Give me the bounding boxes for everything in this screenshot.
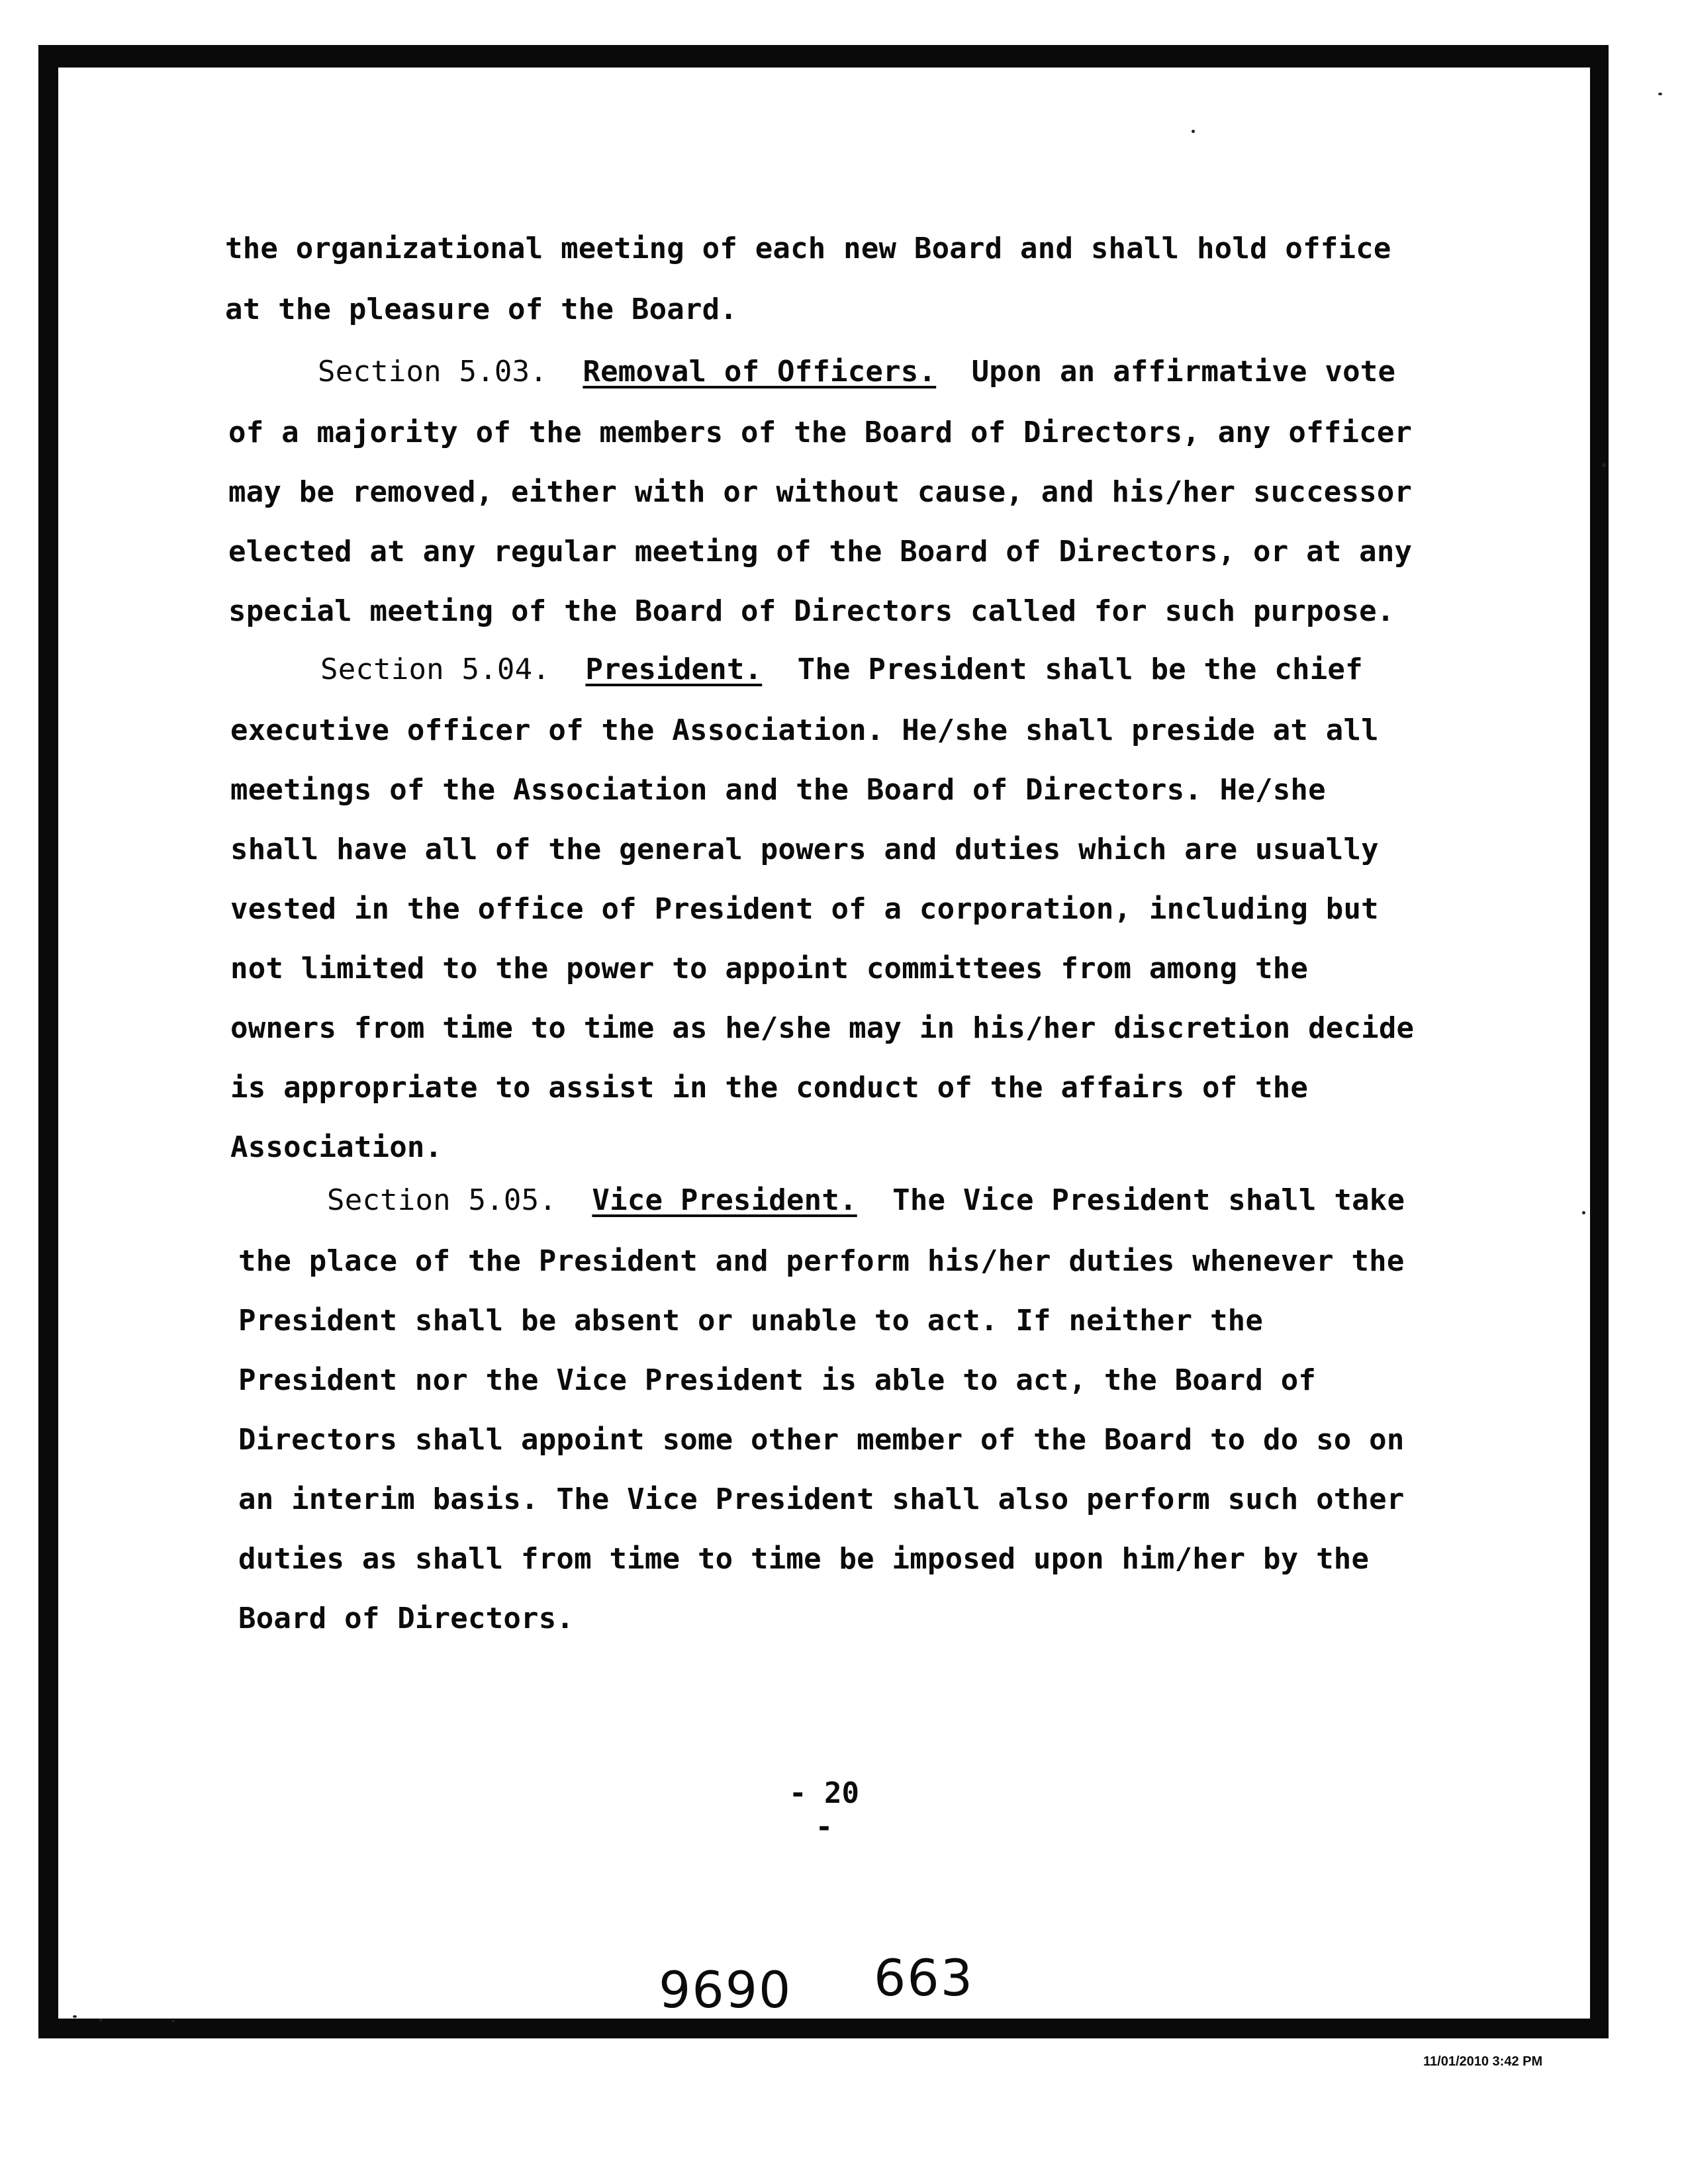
- section-heading: President.: [585, 653, 763, 686]
- text-line: shall have all of the general powers and duties which are usually: [230, 833, 1379, 866]
- page-number: - 20 -: [789, 1776, 859, 1844]
- section-number: Section 5.05.: [327, 1183, 557, 1217]
- text-line: executive officer of the Association. He/she shall preside at all: [230, 713, 1379, 747]
- scan-speck: [1192, 130, 1195, 133]
- text-line: an interim basis. The Vice President shall also perform such other: [238, 1482, 1405, 1516]
- section-heading: Removal of Officers.: [583, 355, 937, 388]
- section-heading: Vice President.: [592, 1183, 857, 1217]
- text-line: is appropriate to assist in the conduct of the affairs of the: [230, 1071, 1309, 1105]
- text-line: Association.: [230, 1130, 443, 1164]
- text-line: may be removed, either with or without cause, and his/her successor: [228, 475, 1413, 509]
- scan-speck: [1658, 93, 1662, 95]
- text-line: duties as shall from time to time be imposed upon him/her by the: [238, 1542, 1370, 1576]
- text-line: at the pleasure of the Board.: [225, 293, 738, 326]
- text-line: the organizational meeting of each new Board and shall hold office: [225, 232, 1391, 265]
- scan-speck: [1582, 1211, 1585, 1214]
- section-5-03-paragraph-start: [318, 353, 1395, 390]
- scan-speck: [1602, 463, 1606, 467]
- text-line: The President shall be the chief: [797, 653, 1363, 686]
- section-5-04-paragraph-start: [320, 651, 1363, 688]
- text-line: The Vice President shall take: [892, 1183, 1405, 1217]
- text-line: the place of the President and perform his/her duties whenever the: [238, 1244, 1405, 1278]
- text-line: Upon an affirmative vote: [971, 355, 1396, 388]
- scan-speck: [73, 2015, 77, 2018]
- text-line: Directors shall appoint some other member of the Board to do so on: [238, 1423, 1405, 1457]
- scan-speck: [172, 2020, 175, 2023]
- text-line: of a majority of the members of the Board of Directors, any officer: [228, 416, 1413, 449]
- section-number: Section 5.03.: [318, 355, 547, 388]
- section-number: Section 5.04.: [320, 653, 550, 686]
- book-number: 9690: [659, 1960, 792, 2019]
- text-line: meetings of the Association and the Board of Directors. He/she: [230, 773, 1326, 807]
- text-line: vested in the office of President of a corporation, including but: [230, 892, 1379, 926]
- text-line: Board of Directors.: [238, 1602, 575, 1635]
- section-5-05-paragraph-start: [327, 1182, 1405, 1219]
- scan-speck: [99, 2019, 102, 2021]
- print-timestamp: 11/01/2010 3:42 PM: [1423, 2054, 1543, 2069]
- text-line: President shall be absent or unable to act. If neither the: [238, 1304, 1264, 1338]
- text-line: special meeting of the Board of Directors called for such purpose.: [228, 594, 1395, 628]
- text-line: not limited to the power to appoint committees from among the: [230, 952, 1309, 985]
- text-line: President nor the Vice President is able to act, the Board of: [238, 1363, 1317, 1397]
- page-reference-number: 663: [874, 1948, 974, 2007]
- text-line: owners from time to time as he/she may in his/her discretion decide: [230, 1011, 1415, 1045]
- text-line: elected at any regular meeting of the Board of Directors, or at any: [228, 535, 1413, 569]
